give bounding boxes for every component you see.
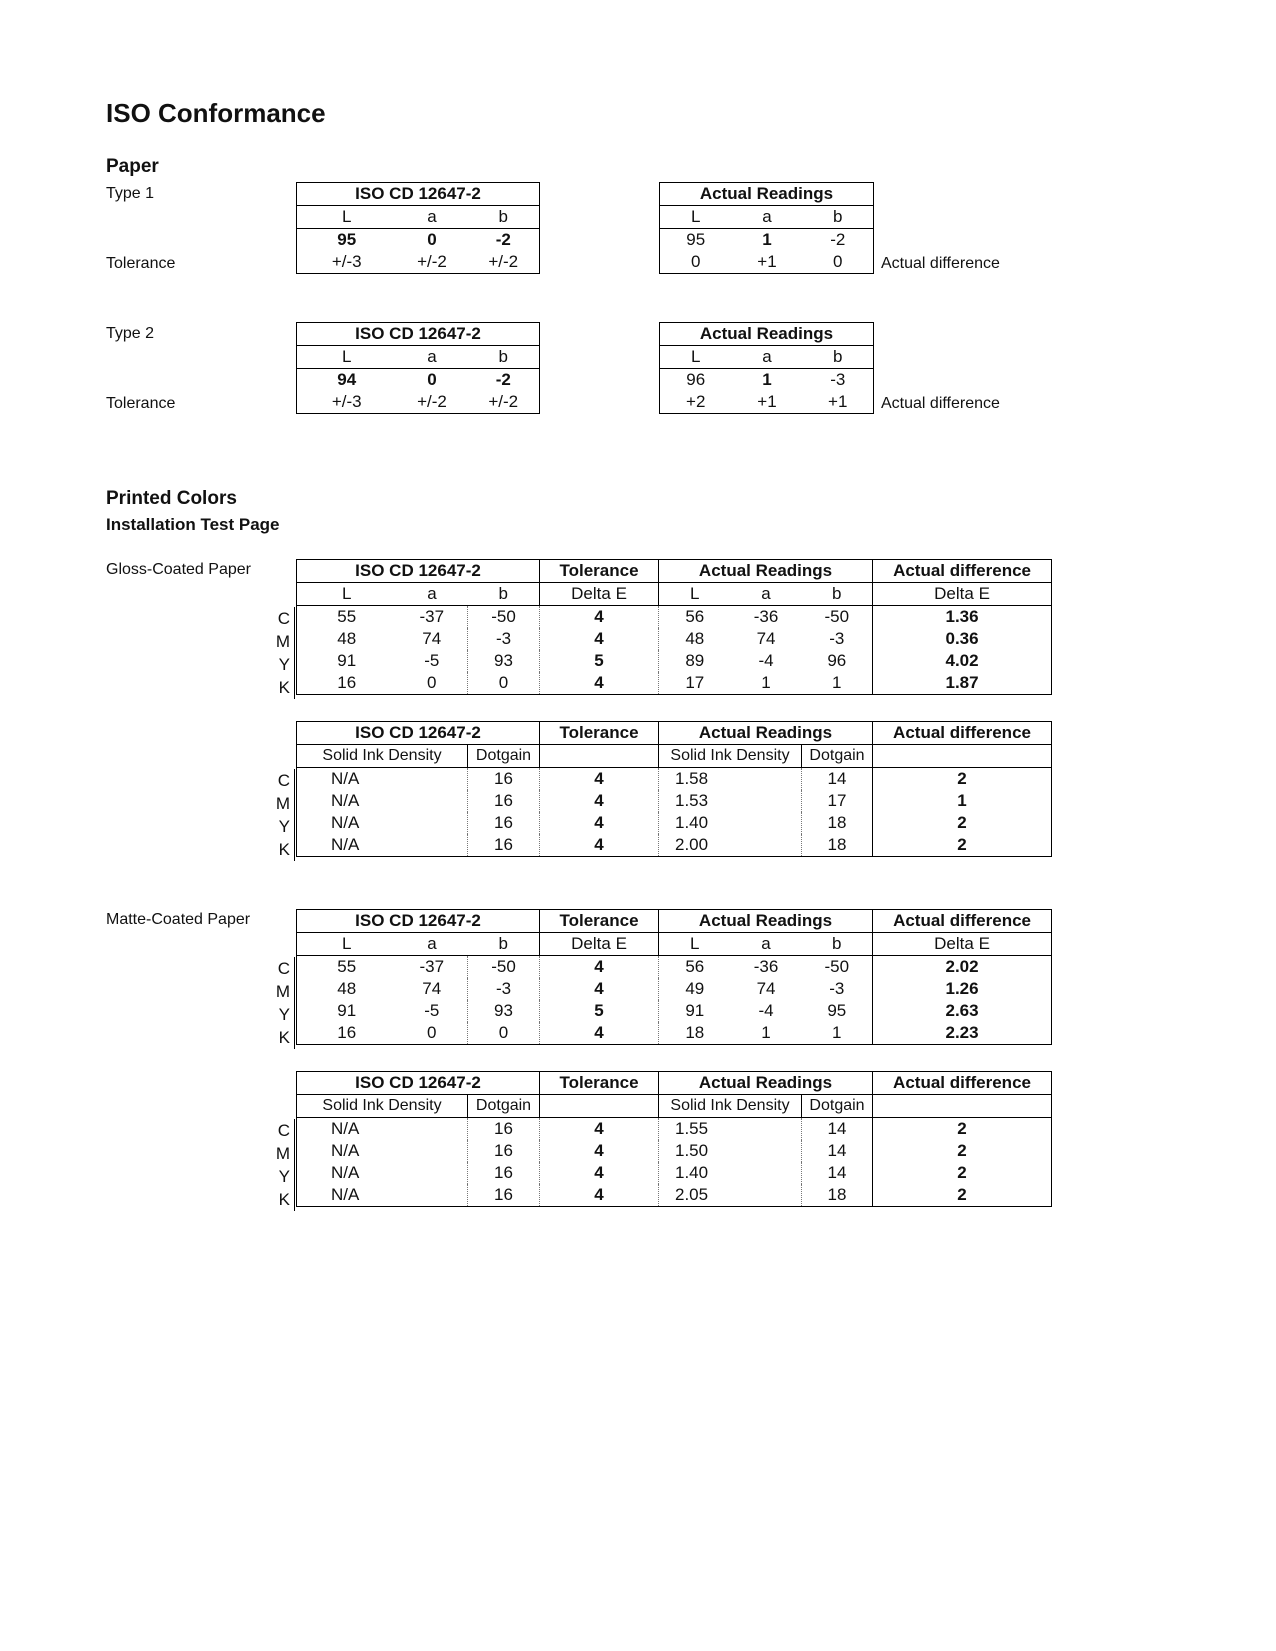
subheader: Delta E — [873, 583, 1052, 606]
iso-value: 74 — [422, 979, 442, 998]
actual-solid-ink-density: 1.53 — [659, 790, 802, 812]
type1-iso-table — [296, 182, 540, 274]
diff-l: 0 — [691, 252, 701, 271]
actual-value: 17 — [659, 672, 731, 695]
iso-value: -3 — [468, 628, 540, 650]
col-l: L — [297, 346, 397, 369]
channel-label: M — [275, 1144, 290, 1163]
type2-iso-table — [296, 322, 540, 414]
subheader: L — [659, 933, 731, 956]
subheader: b — [802, 933, 873, 956]
delta-e-value: 1.36 — [873, 606, 1052, 629]
actual-title: Actual Readings — [660, 183, 874, 206]
iso-header: ISO CD 12647-2 — [297, 722, 540, 745]
actual-value: 1 — [832, 1023, 842, 1042]
tolerance-value: 4 — [540, 1162, 659, 1184]
actual-value: -36 — [753, 607, 779, 626]
channel-label: C — [277, 609, 290, 628]
tol-l: +/-3 — [331, 252, 362, 271]
tolerance-value: 4 — [540, 672, 659, 695]
act-a: 1 — [762, 230, 772, 249]
channel-label: Y — [278, 655, 290, 674]
difference-value: 2 — [873, 1162, 1052, 1184]
channel-bracket — [294, 1119, 295, 1211]
subheader: b — [468, 583, 540, 606]
actual-value: 48 — [659, 628, 731, 650]
actual-value: 1 — [832, 673, 842, 692]
actual-value: 95 — [827, 1001, 847, 1020]
tol-a: +/-2 — [417, 392, 447, 411]
iso-title: ISO CD 12647-2 — [297, 323, 540, 346]
actual-value: 74 — [756, 979, 776, 998]
channel-label: C — [277, 959, 290, 978]
col-a: a — [397, 206, 468, 229]
iso-value: 91 — [337, 651, 357, 670]
channel-label: C — [277, 1121, 290, 1140]
actual-value: 74 — [756, 629, 776, 648]
iso-dotgain: 16 — [468, 1162, 540, 1184]
iso-value: -50 — [468, 606, 540, 629]
col-l: L — [297, 206, 397, 229]
diff-b: 0 — [833, 252, 843, 271]
subheader: Delta E — [540, 933, 659, 956]
iso-value: 0 — [468, 672, 540, 695]
diff-l: +2 — [686, 392, 706, 411]
iso-value: 55 — [337, 957, 357, 976]
actual-value: 56 — [659, 606, 731, 629]
actual-value: 89 — [659, 650, 731, 672]
iso-l: 95 — [337, 230, 357, 249]
iso-value: 0 — [427, 1023, 437, 1042]
table-row — [297, 1000, 1052, 1022]
tol-b: +/-2 — [488, 252, 519, 271]
type1-label: Type 1 — [106, 185, 155, 202]
lab-table — [296, 909, 1052, 1045]
subheader: L — [297, 583, 397, 606]
table-row — [297, 812, 1052, 834]
actual-readings-header: Actual Readings — [659, 1072, 873, 1095]
channel-label: M — [275, 794, 290, 813]
tolerance-value: 4 — [540, 978, 659, 1000]
subheader: Delta E — [540, 583, 659, 606]
act-l: 95 — [686, 230, 706, 249]
channel-label: K — [278, 1190, 290, 1209]
tolerance-value: 5 — [540, 650, 659, 672]
iso-solid-ink-density: N/A — [331, 813, 360, 832]
act-b: -2 — [830, 230, 846, 249]
subheader: Dotgain — [468, 745, 540, 768]
iso-value: 0 — [468, 1022, 540, 1045]
actual-value: 1 — [761, 1023, 771, 1042]
subheader: L — [659, 583, 731, 606]
printed-colors-heading: Printed Colors — [106, 488, 237, 509]
iso-dotgain: 16 — [468, 812, 540, 834]
actual-solid-ink-density: 1.55 — [659, 1118, 802, 1141]
iso-title: ISO CD 12647-2 — [297, 183, 540, 206]
subheader — [873, 1095, 1052, 1118]
table-row — [297, 978, 1052, 1000]
actual-value: -3 — [829, 979, 845, 998]
tolerance-value: 4 — [540, 606, 659, 629]
subheader: L — [297, 933, 397, 956]
section-label: Gloss-Coated Paper — [106, 561, 251, 578]
iso-solid-ink-density: N/A — [331, 835, 360, 854]
delta-e-value: 2.63 — [873, 1000, 1052, 1022]
density-table — [296, 1071, 1052, 1207]
actual-readings-header: Actual Readings — [659, 722, 873, 745]
actual-value: 56 — [659, 956, 731, 979]
col-b: b — [468, 206, 540, 229]
iso-value: 74 — [422, 629, 442, 648]
channel-label: M — [275, 982, 290, 1001]
channel-label: M — [275, 632, 290, 651]
subheader: a — [731, 583, 802, 606]
subheader: b — [802, 583, 873, 606]
difference-value: 2 — [873, 1140, 1052, 1162]
iso-value: 55 — [337, 607, 357, 626]
table-row — [297, 672, 1052, 695]
actual-solid-ink-density: 2.00 — [659, 834, 802, 857]
subheader — [873, 745, 1052, 768]
iso-value: -37 — [419, 957, 445, 976]
iso-solid-ink-density: N/A — [331, 1163, 360, 1182]
delta-e-value: 2.02 — [873, 956, 1052, 979]
channel-labels — [274, 1119, 290, 1211]
type1-tolerance-label: Tolerance — [106, 255, 176, 272]
iso-value: 48 — [337, 979, 357, 998]
tolerance-header: Tolerance — [540, 1072, 659, 1095]
actual-dotgain: 14 — [802, 1140, 873, 1162]
iso-value: 91 — [337, 1001, 357, 1020]
tolerance-value: 4 — [540, 628, 659, 650]
tolerance-value: 4 — [540, 812, 659, 834]
col-a: a — [732, 346, 803, 369]
tol-b: +/-2 — [488, 392, 519, 411]
table-row — [297, 1184, 1052, 1207]
iso-dotgain: 16 — [468, 790, 540, 812]
subheader: Dotgain — [802, 1095, 873, 1118]
tolerance-header: Tolerance — [540, 722, 659, 745]
actual-value: -50 — [824, 957, 850, 976]
act-l: 96 — [686, 370, 706, 389]
actual-readings-header: Actual Readings — [659, 560, 873, 583]
actual-dotgain: 18 — [802, 812, 873, 834]
difference-value: 2 — [873, 768, 1052, 791]
iso-header: ISO CD 12647-2 — [297, 560, 540, 583]
actual-value: -3 — [829, 629, 845, 648]
subheader: Solid Ink Density — [297, 745, 468, 768]
actual-value: 91 — [659, 1000, 731, 1022]
difference-value: 1 — [873, 790, 1052, 812]
subheader: Solid Ink Density — [659, 1095, 802, 1118]
tolerance-header: Tolerance — [540, 910, 659, 933]
channel-labels — [274, 957, 290, 1049]
type2-actual-table — [659, 322, 874, 414]
tolerance-value: 4 — [540, 1140, 659, 1162]
tolerance-value: 4 — [540, 1118, 659, 1141]
iso-header: ISO CD 12647-2 — [297, 1072, 540, 1095]
table-row — [297, 1118, 1052, 1141]
subheader: Solid Ink Density — [297, 1095, 468, 1118]
subheader: b — [468, 933, 540, 956]
iso-value: -3 — [468, 978, 540, 1000]
paper-heading: Paper — [106, 156, 159, 177]
channel-bracket — [294, 957, 295, 1049]
tolerance-header: Tolerance — [540, 560, 659, 583]
subheader: Delta E — [873, 933, 1052, 956]
tolerance-value: 4 — [540, 768, 659, 791]
density-table — [296, 721, 1052, 857]
channel-label: K — [278, 1028, 290, 1047]
channel-bracket — [294, 769, 295, 861]
table-row — [297, 768, 1052, 791]
subheader: Dotgain — [802, 745, 873, 768]
iso-value: 0 — [427, 673, 437, 692]
channel-label: C — [277, 771, 290, 790]
channel-bracket — [294, 607, 295, 699]
table-row — [297, 650, 1052, 672]
diff-a: +1 — [757, 392, 777, 411]
actual-value: -50 — [824, 607, 850, 626]
iso-l: 94 — [337, 370, 357, 389]
col-b: b — [803, 206, 874, 229]
iso-value: -5 — [424, 1001, 440, 1020]
col-b: b — [468, 346, 540, 369]
actual-value: -36 — [753, 957, 779, 976]
diff-b: +1 — [828, 392, 848, 411]
actual-value: -4 — [758, 651, 774, 670]
table-row — [297, 606, 1052, 629]
table-row — [297, 790, 1052, 812]
channel-label: K — [278, 678, 290, 697]
subheader — [540, 745, 659, 768]
channel-labels — [274, 607, 290, 699]
tolerance-value: 4 — [540, 956, 659, 979]
delta-e-value: 4.02 — [873, 650, 1052, 672]
actual-dotgain: 18 — [802, 1184, 873, 1207]
difference-value: 2 — [873, 1184, 1052, 1207]
iso-dotgain: 16 — [468, 1184, 540, 1207]
iso-solid-ink-density: N/A — [331, 791, 360, 810]
col-a: a — [397, 346, 468, 369]
iso-value: 93 — [468, 650, 540, 672]
iso-solid-ink-density: N/A — [331, 769, 360, 788]
type2-difference-label: Actual difference — [881, 395, 1000, 412]
channel-label: Y — [278, 817, 290, 836]
tolerance-value: 4 — [540, 790, 659, 812]
actual-solid-ink-density: 1.58 — [659, 768, 802, 791]
iso-value: 93 — [468, 1000, 540, 1022]
actual-dotgain: 14 — [802, 1118, 873, 1141]
difference-value: 2 — [873, 834, 1052, 857]
iso-solid-ink-density: N/A — [331, 1141, 360, 1160]
delta-e-value: 1.26 — [873, 978, 1052, 1000]
type1-difference-label: Actual difference — [881, 255, 1000, 272]
subheader — [540, 1095, 659, 1118]
table-row — [297, 1162, 1052, 1184]
installation-test-page-heading: Installation Test Page — [106, 515, 280, 534]
tolerance-value: 5 — [540, 1000, 659, 1022]
table-row — [297, 834, 1052, 857]
tolerance-value: 4 — [540, 1184, 659, 1207]
table-row — [297, 628, 1052, 650]
actual-dotgain: 14 — [802, 1162, 873, 1184]
channel-label: K — [278, 840, 290, 859]
actual-solid-ink-density: 2.05 — [659, 1184, 802, 1207]
subheader: Dotgain — [468, 1095, 540, 1118]
col-l: L — [660, 206, 732, 229]
iso-b: -2 — [495, 230, 511, 249]
actual-dotgain: 17 — [802, 790, 873, 812]
iso-value: 48 — [337, 629, 357, 648]
delta-e-value: 0.36 — [873, 628, 1052, 650]
iso-value: 16 — [337, 673, 357, 692]
table-row — [297, 1022, 1052, 1045]
iso-value: -5 — [424, 651, 440, 670]
actual-difference-header: Actual difference — [873, 1072, 1052, 1095]
iso-solid-ink-density: N/A — [331, 1119, 360, 1138]
delta-e-value: 2.23 — [873, 1022, 1052, 1045]
diff-a: +1 — [757, 252, 777, 271]
difference-value: 2 — [873, 812, 1052, 834]
lab-table — [296, 559, 1052, 695]
actual-readings-header: Actual Readings — [659, 910, 873, 933]
actual-value: -4 — [758, 1001, 774, 1020]
table-row — [297, 1140, 1052, 1162]
tol-l: +/-3 — [331, 392, 362, 411]
subheader: a — [397, 933, 468, 956]
actual-difference-header: Actual difference — [873, 722, 1052, 745]
channel-label: Y — [278, 1167, 290, 1186]
tolerance-value: 4 — [540, 834, 659, 857]
iso-dotgain: 16 — [468, 834, 540, 857]
iso-dotgain: 16 — [468, 1118, 540, 1141]
col-l: L — [660, 346, 732, 369]
iso-value: 16 — [337, 1023, 357, 1042]
act-b: -3 — [830, 370, 846, 389]
actual-title: Actual Readings — [660, 323, 874, 346]
iso-a: 0 — [427, 230, 437, 249]
actual-value: 96 — [827, 651, 847, 670]
actual-value: 49 — [659, 978, 731, 1000]
iso-a: 0 — [427, 370, 437, 389]
subheader: a — [731, 933, 802, 956]
iso-header: ISO CD 12647-2 — [297, 910, 540, 933]
type1-actual-table — [659, 182, 874, 274]
actual-value: 1 — [761, 673, 771, 692]
delta-e-value: 1.87 — [873, 672, 1052, 695]
actual-dotgain: 14 — [802, 768, 873, 791]
actual-solid-ink-density: 1.40 — [659, 812, 802, 834]
page-title: ISO Conformance — [106, 98, 326, 128]
iso-dotgain: 16 — [468, 768, 540, 791]
actual-solid-ink-density: 1.40 — [659, 1162, 802, 1184]
actual-value: 18 — [659, 1022, 731, 1045]
type2-label: Type 2 — [106, 325, 155, 342]
actual-dotgain: 18 — [802, 834, 873, 857]
iso-value: -50 — [468, 956, 540, 979]
actual-solid-ink-density: 1.50 — [659, 1140, 802, 1162]
difference-value: 2 — [873, 1118, 1052, 1141]
type2-tolerance-label: Tolerance — [106, 395, 176, 412]
subheader: a — [397, 583, 468, 606]
subheader: Solid Ink Density — [659, 745, 802, 768]
iso-value: -37 — [419, 607, 445, 626]
tolerance-value: 4 — [540, 1022, 659, 1045]
actual-difference-header: Actual difference — [873, 560, 1052, 583]
col-a: a — [732, 206, 803, 229]
actual-difference-header: Actual difference — [873, 910, 1052, 933]
col-b: b — [803, 346, 874, 369]
section-label: Matte-Coated Paper — [106, 911, 251, 928]
channel-labels — [274, 769, 290, 861]
iso-dotgain: 16 — [468, 1140, 540, 1162]
channel-label: Y — [278, 1005, 290, 1024]
table-row — [297, 956, 1052, 979]
iso-solid-ink-density: N/A — [331, 1185, 360, 1204]
iso-b: -2 — [495, 370, 511, 389]
act-a: 1 — [762, 370, 772, 389]
tol-a: +/-2 — [417, 252, 447, 271]
